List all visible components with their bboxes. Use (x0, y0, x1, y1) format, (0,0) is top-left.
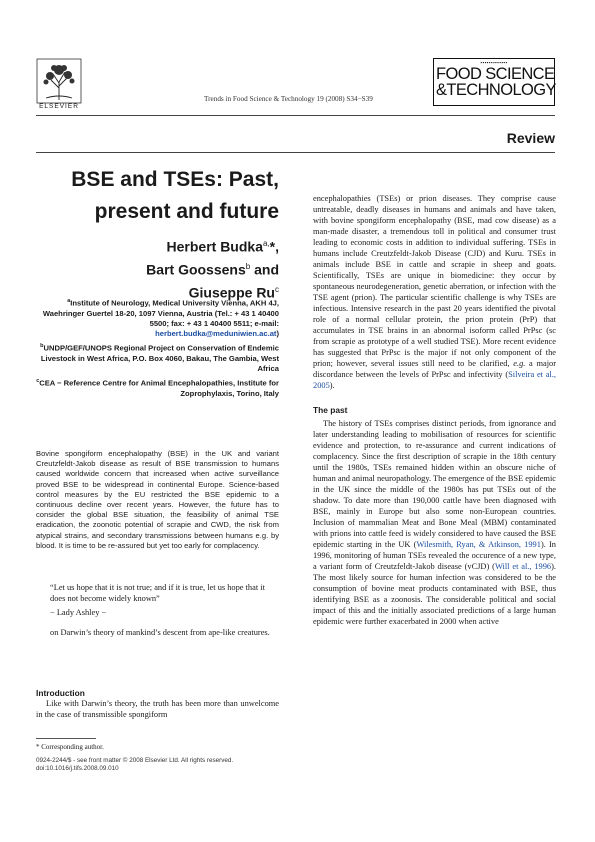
affiliation-text: UNDP/GEF/UNOPS Regional Project on Conservation of Endemic Livestock in West Africa, P.O. Box 4060, Bakau, The Gambia, West Africa (40, 343, 279, 374)
header-divider (36, 115, 555, 116)
doi-link[interactable]: doi:10.1016/j.tifs.2008.09.010 (36, 765, 119, 773)
journal-logo-top: FOOD SCIENCE (436, 65, 555, 83)
author (36, 234, 279, 257)
author-name: Giuseppe Ru (188, 284, 275, 301)
affiliation-sup: b (40, 343, 44, 350)
footnote-divider (36, 738, 96, 739)
body-right-column (313, 193, 556, 627)
epigraph-note: on Darwin’s theory of mankind’s descent from ape-like creatures. (50, 628, 270, 637)
text-run: a major discordance between the levels of PrPsc and infectivity ( (313, 359, 556, 379)
introduction-paragraph: Like with Darwin’s theory, the truth has been more than unwelcome in the case of transmissible spongiform (36, 699, 279, 719)
affiliation-close: ) (276, 329, 279, 339)
epigraph-attribution: − Lady Ashley − (50, 608, 107, 617)
title-line-2: present and future (94, 200, 279, 223)
author-tail: and (250, 261, 279, 278)
journal-logo-decoration: ▪▪▪▪▪▪▪▪▪▪▪▪▪ (480, 60, 508, 65)
issn-line: 0924-2244/$ - see front matter © 2008 Elsevier Ltd. All rights reserved. (36, 757, 234, 764)
text-run: ). The most likely source for human infection was considered to be the consumption of bovine meat products contaminated with BSE, thus identifying BSE as a zoonosis. The considerable political and social impact of this and the initially associated predictions of a large human epidemic were further exacerbated in 2000 when active (313, 562, 557, 626)
affiliation-c (36, 376, 279, 399)
elsevier-tree-logo-icon (36, 58, 82, 104)
citation-link[interactable]: Will et al., 1996 (494, 562, 552, 571)
publisher-name: ELSEVIER (39, 103, 79, 110)
article-title (36, 164, 279, 228)
section-heading-the-past: The past (313, 405, 348, 415)
journal-reference: Trends in Food Science & Technology 19 (2008) S34−S39 (204, 95, 373, 103)
affiliation-b (36, 341, 279, 374)
affiliation-sup: c (36, 378, 40, 385)
epigraph (50, 582, 279, 618)
author-list (36, 234, 279, 303)
email-link[interactable]: herbert.budka@meduniwien.ac.at (155, 329, 277, 339)
affiliation-sup: a (67, 298, 71, 304)
citation-link[interactable]: Silveira et al., 2005 (313, 370, 556, 390)
author-sup: c (275, 285, 279, 295)
author-name: Herbert Budka (166, 238, 263, 255)
section-label: Review (506, 130, 555, 146)
text-run-italic: e.g. (513, 359, 526, 368)
title-line-1: BSE and TSEs: Past, (71, 168, 279, 191)
paragraph (313, 193, 556, 391)
text-run: encephalopathies (TSEs) or prion diseases. They comprise cause untreatable, deadly diseases in humans and animals and have taken, with bovine spongiform encephalopathy (BSE, mad cow disease) as a man-made disaster, a tremendous toll in political and consumer trust leading to economic costs in addition to individual suffering. TSEs in humans include Creutzfeldt-Jakob Disease (CJD) and Kuru. TSEs in animals include BSE in cattle and scrapie in sheep and goats. Scientifically, TSEs are unique in biomedicine: they occur by spontaneous neurodegeneration, genetic aberration, or infection with the TSE agent (prion). The particular scientific challenge is why TSEs are infectious. Intensive research in the past 20 years identified the pivotal role of a normal cellular protein, the prion protein (PrP) that accumulates in TSE brains in an abnormal isoform called PrPsc (sc from scrapie as prototype of a well studied TSE). More recent evidence has suggested that PrPsc is the major if not only component of the prion; however, several issues still need to be clarified, (313, 194, 556, 368)
author-sup: b (245, 262, 251, 272)
text-run: The history of TSEs comprises distinct periods, from ignorance and later understanding leading to mobilisation of resources for scientific evidence and protection, to re-assurance and current indications of complacency. Since the first description of scrapie in the 18th century until the 1980s, TSEs remained hidden within an obscure niche of human and animal neuropathology. The emergence of the BSE epidemic in the UK since the middle of the 1980s has put TSEs out of the shadow. To date more than 190,000 cattle have been diagnosed with BSE, mainly in Europe but also some non-European countries. Inclusion of mammalian Meat and Bone Meal (MBM) contaminated with prions into cattle feed is widely considered to have caused the BSE epidemic starting in the UK ( (313, 419, 556, 549)
author-sup: a, (262, 239, 270, 248)
journal-logo (433, 58, 555, 106)
introduction-text (36, 698, 279, 720)
corresponding-author-note: * Corresponding author. (36, 743, 104, 751)
citation-link[interactable]: Wilesmith, Ryan, & Atkinson, 1991 (416, 540, 541, 549)
text-run: ). (329, 381, 335, 390)
introduction-heading: Introduction (36, 688, 85, 698)
affiliation-a (36, 296, 279, 340)
text-run: ). In 1996, monitoring of human TSEs revealed the occurence of a new type, a variant form of Creutzfeldt-Jakob disease (vCJD) ( (313, 540, 556, 571)
paragraph (313, 418, 556, 627)
abstract: Bovine spongiform encephalopathy (BSE) in the UK and variant Creutzfeldt-Jakob disease as result of BSE transmission to humans caused worldwide concern that increased when active surveillance proved BSE to be widespread in continental Europe. Science-based control measures by the EU restricted the BSE epidemic to a continuous decline over recent years. However, the future has to consider the global BSE situation, the feasibility of animal TSE eradication, the zoonotic potential of scrapie and CWD, the risk from atypical strains, and secondary transmissions between humans e.g. by blood. It is time to be re-assured but yet too early for complacency. (36, 449, 279, 550)
author (36, 257, 279, 280)
author-tail: *, (269, 238, 279, 255)
affiliations (36, 296, 279, 401)
affiliation-text: CEA − Reference Centre for Animal Encephalopathies, Institute for Zoprophylaxis, Torino, Italy (39, 378, 279, 398)
journal-logo-bottom: &TECHNOLOGY (436, 81, 556, 99)
affiliation-text: Institute of Neurology, Medical University Vienna, AKH 4J, Waehringer Guertel 18-20, 1097 Vienna, Austria (Tel.: + 43 1 40400 5500; fax: + 43 1 40400 5511; e-mail: (42, 298, 279, 329)
section-divider (36, 152, 555, 153)
copyright-footer (36, 757, 233, 774)
author-name: Bart Goossens (146, 261, 246, 278)
epigraph-quote: “Let us hope that it is not true; and if it is true, let us hope that it does not become widely known” (50, 583, 265, 603)
